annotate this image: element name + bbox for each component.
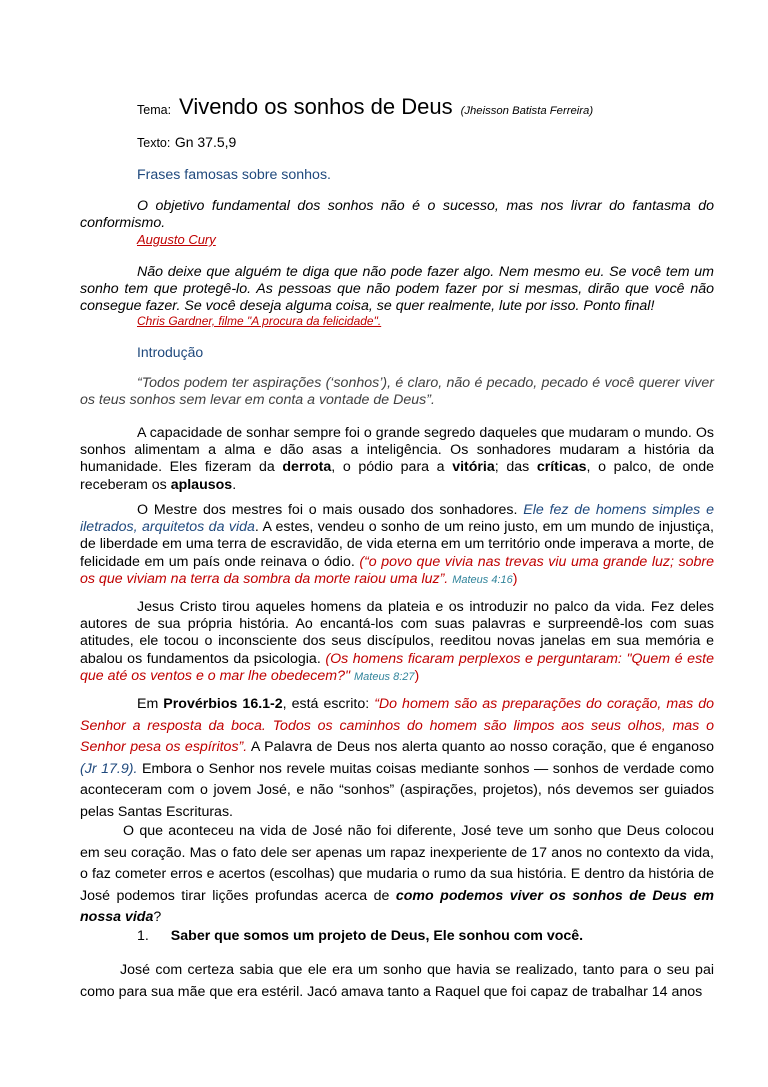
p1-bold-aplausos: aplausos <box>170 476 233 493</box>
p2-close-paren: ) <box>512 570 518 587</box>
paragraph-1 <box>80 425 714 494</box>
document-author: (Jheisson Batista Ferreira) <box>460 105 594 117</box>
p4-text-d: Embora o Senhor nos revele muitas coisas mediante sonhos — sonhos de verdade como aconteceram com o jovem José, e não “sonhos” (aspirações, projetos), nós devemos ser guiados pelas Santas Escrituras. <box>80 760 715 820</box>
p1-text-c: , o pódio para a <box>331 459 453 476</box>
p1-text-f: . <box>232 476 237 493</box>
texto-row <box>137 134 236 152</box>
quote-1-text: O objetivo fundamental dos sonhos não é o sucesso, mas nos livrar do fantasma do conformismo. <box>80 198 714 232</box>
paragraph-5 <box>80 821 714 929</box>
p2-text-a: O Mestre dos mestres foi o mais ousado dos sonhadores. <box>137 502 524 518</box>
section-frases: Frases famosas sobre sonhos. <box>137 167 331 183</box>
list-item-number: 1. <box>137 928 149 944</box>
p3-red-quote: (Os homens ficaram perplexos e perguntaram: "Quem é este que até os ventos e o mar lhe obedecem?" <box>80 650 714 684</box>
tema-label: Tema: <box>137 103 172 117</box>
list-item-text: Saber que somos um projeto de Deus, Ele sonhou com você. <box>170 928 584 944</box>
paragraph-2 <box>80 502 714 589</box>
p4-text-b: , está escrito: <box>282 696 375 712</box>
p4-text-c: A Palavra de Deus nos alerta quanto ao nosso coração, que é enganoso <box>247 739 714 755</box>
p3-bible-reference: Mateus 8:27 <box>353 670 415 683</box>
p3-close-paren: ) <box>414 667 420 684</box>
list-item-1 <box>137 928 583 944</box>
p1-bold-derrota: derrota <box>282 459 332 476</box>
p1-bold-vitoria: vitória <box>452 459 495 476</box>
p4-text-a: Em <box>137 696 164 712</box>
texto-reference: Gn 37.5,9 <box>174 134 237 150</box>
p5-text-a: O que aconteceu na vida de José não foi diferente, José teve um sonho que Deus colocou em seu coração. Mas o fato dele ser apenas um rapaz inexperiente de 17 anos no contexto da vida, o faz cometer erros e acertos (escolhas) que mudaria o rumo da sua história. E dentro da história de José podemos tirar lições profundas acerca de <box>80 823 714 904</box>
p4-red-quote: “Do homem são as preparações do coração, mas do Senhor a resposta da boca. Todos os caminhos do homem são limpos aos seus olhos, mas o Senhor pesa os espíritos”. <box>80 696 714 755</box>
p4-bold-proverbios: Provérbios 16.1-2 <box>163 696 283 712</box>
intro-heading: Introdução <box>137 344 204 360</box>
texto-label: Texto: <box>137 136 171 150</box>
title-row <box>137 94 593 120</box>
p5-bold-italic: como podemos viver os sonhos de Deus em nossa vida <box>80 887 714 925</box>
paragraph-6: José com certeza sabia que ele era um sonho que havia se realizado, tanto para o seu pai como para sua mãe que era estéril. Jacó amava tanto a Raquel que foi capaz de trabalhar 14 anos <box>80 962 714 1000</box>
quote-1-source: Augusto Cury <box>137 232 216 247</box>
p4-blue-reference: (Jr 17.9). <box>80 760 138 777</box>
intro-quote: “Todos podem ter aspirações (‘sonhos’), é claro, não é pecado, pecado é você querer viver os teus sonhos sem levar em conta a vontade de Deus”. <box>80 375 714 409</box>
paragraph-3 <box>80 599 714 686</box>
p1-text-e: , o palco, de onde receberam os <box>80 459 714 493</box>
p5-text-b: ? <box>153 909 162 925</box>
p2-blue-text: Ele fez de homens simples e iletrados, arquitetos da vida <box>80 502 714 536</box>
p2-text-b: . A estes, vendeu o sonho de um reino justo, em um mundo de injustiça, de liberdade em uma terra de escravidão, de vida eterna em um território onde imperava a morte, de felicidade em um país onde reinava o ódio. <box>80 519 714 570</box>
paragraph-4 <box>80 694 714 823</box>
p1-bold-criticas: críticas <box>536 459 587 476</box>
quote-2-text: Não deixe que alguém te diga que não pode fazer algo. Nem mesmo eu. Se você tem um sonho tem que protegê-lo. As pessoas que não podem fazer por si mesmas, dirão que você não consegue fazer. Se você deseja alguma coisa, se quer realmente, lute por isso. Ponto final! <box>80 264 714 315</box>
p1-text-a: A capacidade de sonhar sempre foi o grande segredo daqueles que mudaram o mundo. Os sonhos alimentam a alma e dão asas a inteligência. Os sonhadores mudaram a história da humanidade. Eles fizeram da <box>80 425 714 476</box>
p1-text-d: ; das <box>494 459 537 476</box>
p3-text-a: Jesus Cristo tirou aqueles homens da plateia e os introduzir no palco da vida. Fez deles autores de sua própria história. Ao encantá-los com suas palavras e surpreendê-los com suas atitudes, ele tocou o inconsciente dos seus discípulos, reeditou novas janelas em sua memória e abalou os fundamentos da psicologia. <box>80 599 714 667</box>
p2-bible-reference: Mateus 4:16 <box>452 573 513 586</box>
p2-red-quote: (“o povo que vivia nas trevas viu uma grande luz; sobre os que viviam na terra da sombra da morte raiou uma luz”. <box>80 553 714 587</box>
document-title: Vivendo os sonhos de Deus <box>179 94 453 119</box>
quote-2-source: Chris Gardner, filme "A procura da felicidade". <box>137 314 382 328</box>
